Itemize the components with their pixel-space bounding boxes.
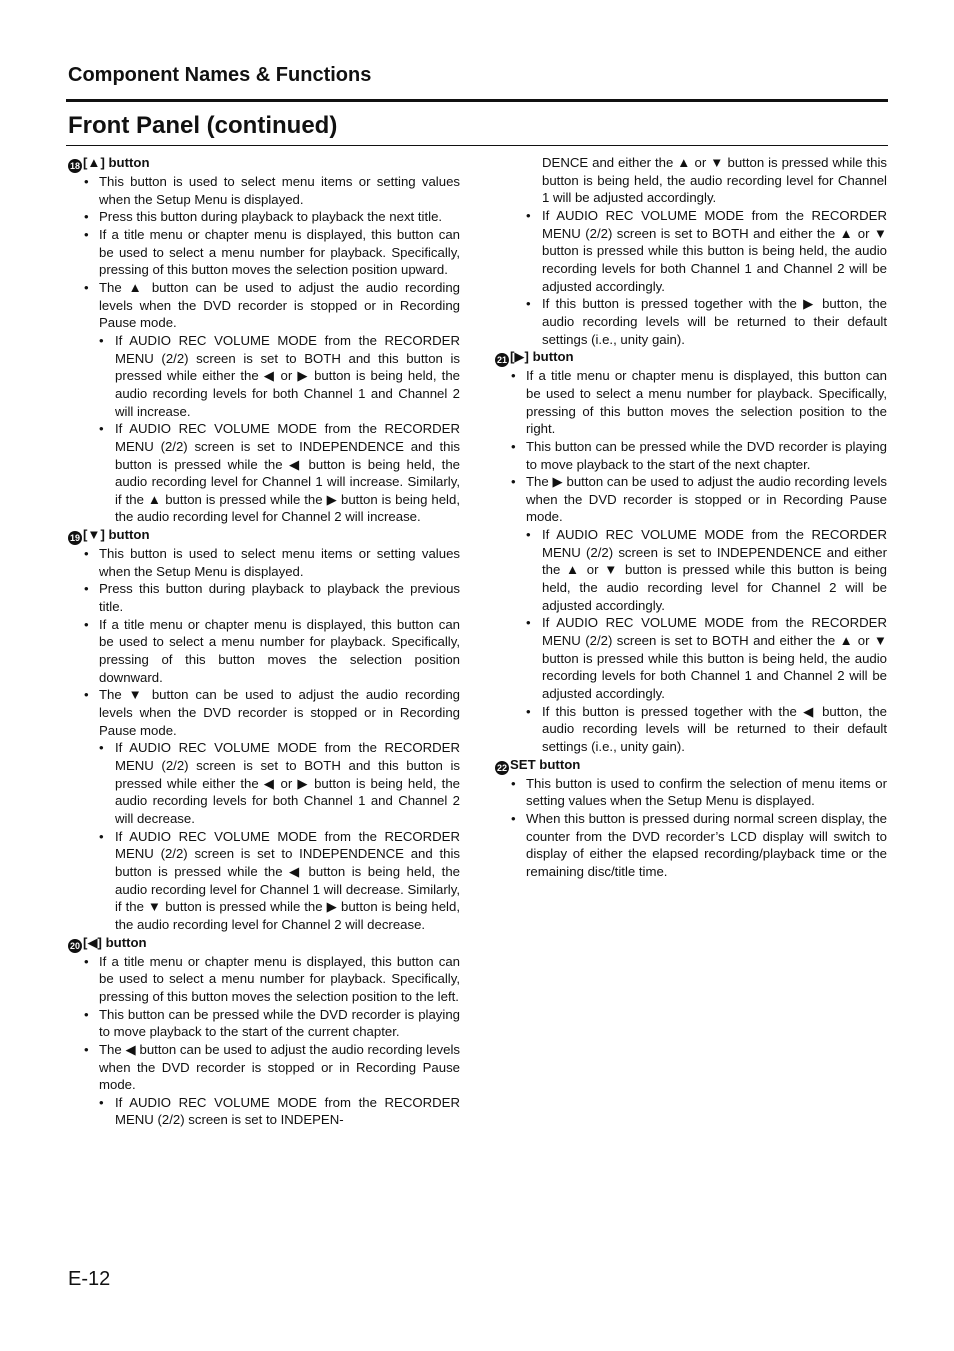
sub-bullet-item: • If this button is pressed together with the ▶ button, the audio recording levels will be returned to their default settings (i.e., unity gain). bbox=[526, 295, 887, 348]
bullet-text: If a title menu or chapter menu is displayed, this button can be used to select a menu number for playback. Specifically, pressing of this button moves the selection position to the left. bbox=[99, 953, 460, 1004]
left-column bbox=[68, 154, 460, 1129]
header-rule bbox=[66, 99, 888, 102]
sub-bullet-list bbox=[99, 1094, 460, 1129]
bullet-text: Press this button during playback to playback the next title. bbox=[99, 209, 443, 225]
item-heading bbox=[495, 348, 887, 367]
bullet-text: If a title menu or chapter menu is displayed, this button can be used to select a menu number for playback. Specifically, pressing of this button moves the selection position to the right. bbox=[526, 368, 887, 437]
sub-bullet-item: • If AUDIO REC VOLUME MODE from the RECORDER MENU (2/2) screen is set to INDEPENDENCE and this button is pressed while the ◀ button is being held, the audio recording level for Channel 1 will increase. Similarly, if the ▲ button is pressed while the ▶ button is being held, the audio recording level for Channel 2 will increase. bbox=[99, 420, 460, 526]
bullet-item bbox=[68, 580, 460, 615]
item-number-badge: 22 bbox=[496, 762, 507, 773]
item-heading-text: [▲] button bbox=[83, 155, 150, 170]
bullet-text: The ▼ button can be used to adjust the audio recording levels when the DVD recorder is stopped or in Recording Pause mode. bbox=[99, 687, 460, 738]
item-heading-text: [▶] button bbox=[510, 349, 574, 365]
bullet-text: This button can be pressed while the DVD recorder is playing to move playback to the start of the current chapter. bbox=[99, 1006, 460, 1040]
item-heading bbox=[68, 154, 460, 173]
bullet-list bbox=[68, 173, 460, 526]
bullet-item bbox=[68, 1041, 460, 1129]
sub-bullet-item: • If AUDIO REC VOLUME MODE from the RECORDER MENU (2/2) screen is set to BOTH and either the ▲ or ▼ button is pressed while this button is being held, the audio recording levels for both Channel 1 and Channel 2 will be adjusted accordingly. bbox=[526, 207, 887, 295]
bullet-item bbox=[495, 438, 887, 473]
item-number-badge: 21 bbox=[496, 355, 507, 366]
sub-bullet-item: • If AUDIO REC VOLUME MODE from the RECORDER MENU (2/2) screen is set to INDEPEN- bbox=[99, 1094, 460, 1129]
bullet-item bbox=[68, 616, 460, 687]
item-heading-text: [▼] button bbox=[83, 527, 150, 543]
bullet-item bbox=[68, 173, 460, 208]
page-title: Front Panel (continued) bbox=[68, 112, 338, 139]
item-number-badge: 18 bbox=[69, 161, 80, 171]
bullet-item bbox=[68, 1006, 460, 1041]
bullet-item bbox=[495, 367, 887, 438]
right-items bbox=[495, 348, 887, 880]
bullet-text: When this button is pressed during normal screen display, the counter from the DVD recorder’s LCD display will switch to display of either the elapsed recording/playback time or the remaining disc/title time. bbox=[526, 810, 887, 879]
bullet-text: If a title menu or chapter menu is displayed, this button can be used to select a menu number for playback. Specifically, pressing of this button moves the selection position downward. bbox=[99, 616, 460, 685]
bullet-item bbox=[495, 775, 887, 810]
bullet-text: This button is used to select menu items or setting values when the Setup Menu is displayed. bbox=[99, 546, 460, 579]
item-number-badge: 19 bbox=[69, 533, 80, 544]
sub-bullet-item: • If AUDIO REC VOLUME MODE from the RECORDER MENU (2/2) screen is set to BOTH and this button is pressed while either the ◀ or ▶ button is being held, the audio recording levels for both Channel 1 and Channel 2 will increase. bbox=[99, 332, 460, 420]
bullet-item bbox=[68, 686, 460, 933]
sub-bullet-list bbox=[526, 526, 887, 756]
bullet-text: The ▲ button can be used to adjust the audio recording levels when the DVD recorder is stopped or in Recording Pause mode. bbox=[99, 279, 460, 331]
item-heading-text: SET button bbox=[510, 756, 581, 772]
bullet-text: Press this button during playback to playback the previous title. bbox=[99, 581, 460, 615]
bullet-text: The ▶ button can be used to adjust the audio recording levels when the DVD recorder is stopped or in Recording Pause mode. bbox=[526, 474, 887, 525]
bullet-text: This button is used to select menu items or setting values when the Setup Menu is displayed. bbox=[99, 174, 460, 207]
sub-bullet-list bbox=[99, 332, 460, 526]
sub-bullet-item: • If AUDIO REC VOLUME MODE from the RECORDER MENU (2/2) screen is set to BOTH and either the ▲ or ▼ button is pressed while this button is being held, the audio recording levels for both Channel 1 and Channel 2 will be adjusted accordingly. bbox=[526, 614, 887, 702]
sub-bullet-item: • If AUDIO REC VOLUME MODE from the RECORDER MENU (2/2) screen is set to INDEPENDENCE and this button is pressed while the ◀ button is being held, the audio recording level for Channel 1 will decrease. Similarly, if the ▼ button is pressed while the ▶ button is being held, the audio recording level for Channel 2 will decrease. bbox=[99, 828, 460, 934]
sub-bullet-item: • If AUDIO REC VOLUME MODE from the RECORDER MENU (2/2) screen is set to INDEPENDENCE and either the ▲ or ▼ button is pressed while this button is being held, the audio recording level for Channel 2 will be adjusted accordingly. bbox=[526, 526, 887, 614]
section-title: Component Names & Functions bbox=[68, 64, 372, 86]
bullet-text: This button is used to confirm the selection of menu items or setting values when the Setup Menu is displayed. bbox=[526, 775, 887, 809]
bullet-item bbox=[68, 208, 460, 226]
item-heading bbox=[68, 526, 460, 545]
bullet-item bbox=[68, 279, 460, 526]
sub-bullet-item: • If AUDIO REC VOLUME MODE from the RECORDER MENU (2/2) screen is set to BOTH and this button is pressed while either the ◀ or ▶ button is being held, the audio recording levels for both Channel 1 and Channel 2 will decrease. bbox=[99, 739, 460, 827]
right-column bbox=[495, 154, 887, 881]
bullet-list bbox=[495, 367, 887, 755]
bullet-item bbox=[495, 810, 887, 881]
bullet-item bbox=[68, 226, 460, 279]
bullet-list bbox=[495, 775, 887, 881]
item-heading bbox=[68, 934, 460, 953]
bullet-text: This button can be pressed while the DVD recorder is playing to move playback to the start of the next chapter. bbox=[526, 438, 887, 472]
bullet-text: If a title menu or chapter menu is displayed, this button can be used to select a menu number for playback. Specifically, pressing of this button moves the selection position upward. bbox=[99, 226, 460, 278]
bullet-item bbox=[68, 953, 460, 1006]
bullet-list bbox=[68, 953, 460, 1130]
item-heading bbox=[495, 756, 887, 775]
continued-sub-list bbox=[495, 207, 887, 348]
item-number-badge: 20 bbox=[69, 940, 80, 951]
page-number: E-12 bbox=[68, 1268, 111, 1290]
bullet-text: The ◀ button can be used to adjust the audio recording levels when the DVD recorder is stopped or in Recording Pause mode. bbox=[99, 1041, 460, 1093]
continued-sub-text: DENCE and either the ▲ or ▼ button is pressed while this button is being held, the audio recording level for Channel 1 will be adjusted accordingly. bbox=[542, 155, 887, 206]
bullet-list bbox=[68, 545, 460, 933]
title-rule bbox=[66, 145, 888, 146]
sub-bullet-item: • If this button is pressed together with the ◀ button, the audio recording levels will be returned to their default settings (i.e., unity gain). bbox=[526, 703, 887, 756]
bullet-item bbox=[495, 473, 887, 756]
bullet-item bbox=[68, 545, 460, 580]
item-heading-text: [◀] button bbox=[83, 934, 147, 950]
page-header bbox=[68, 62, 888, 88]
sub-bullet-list bbox=[99, 739, 460, 933]
